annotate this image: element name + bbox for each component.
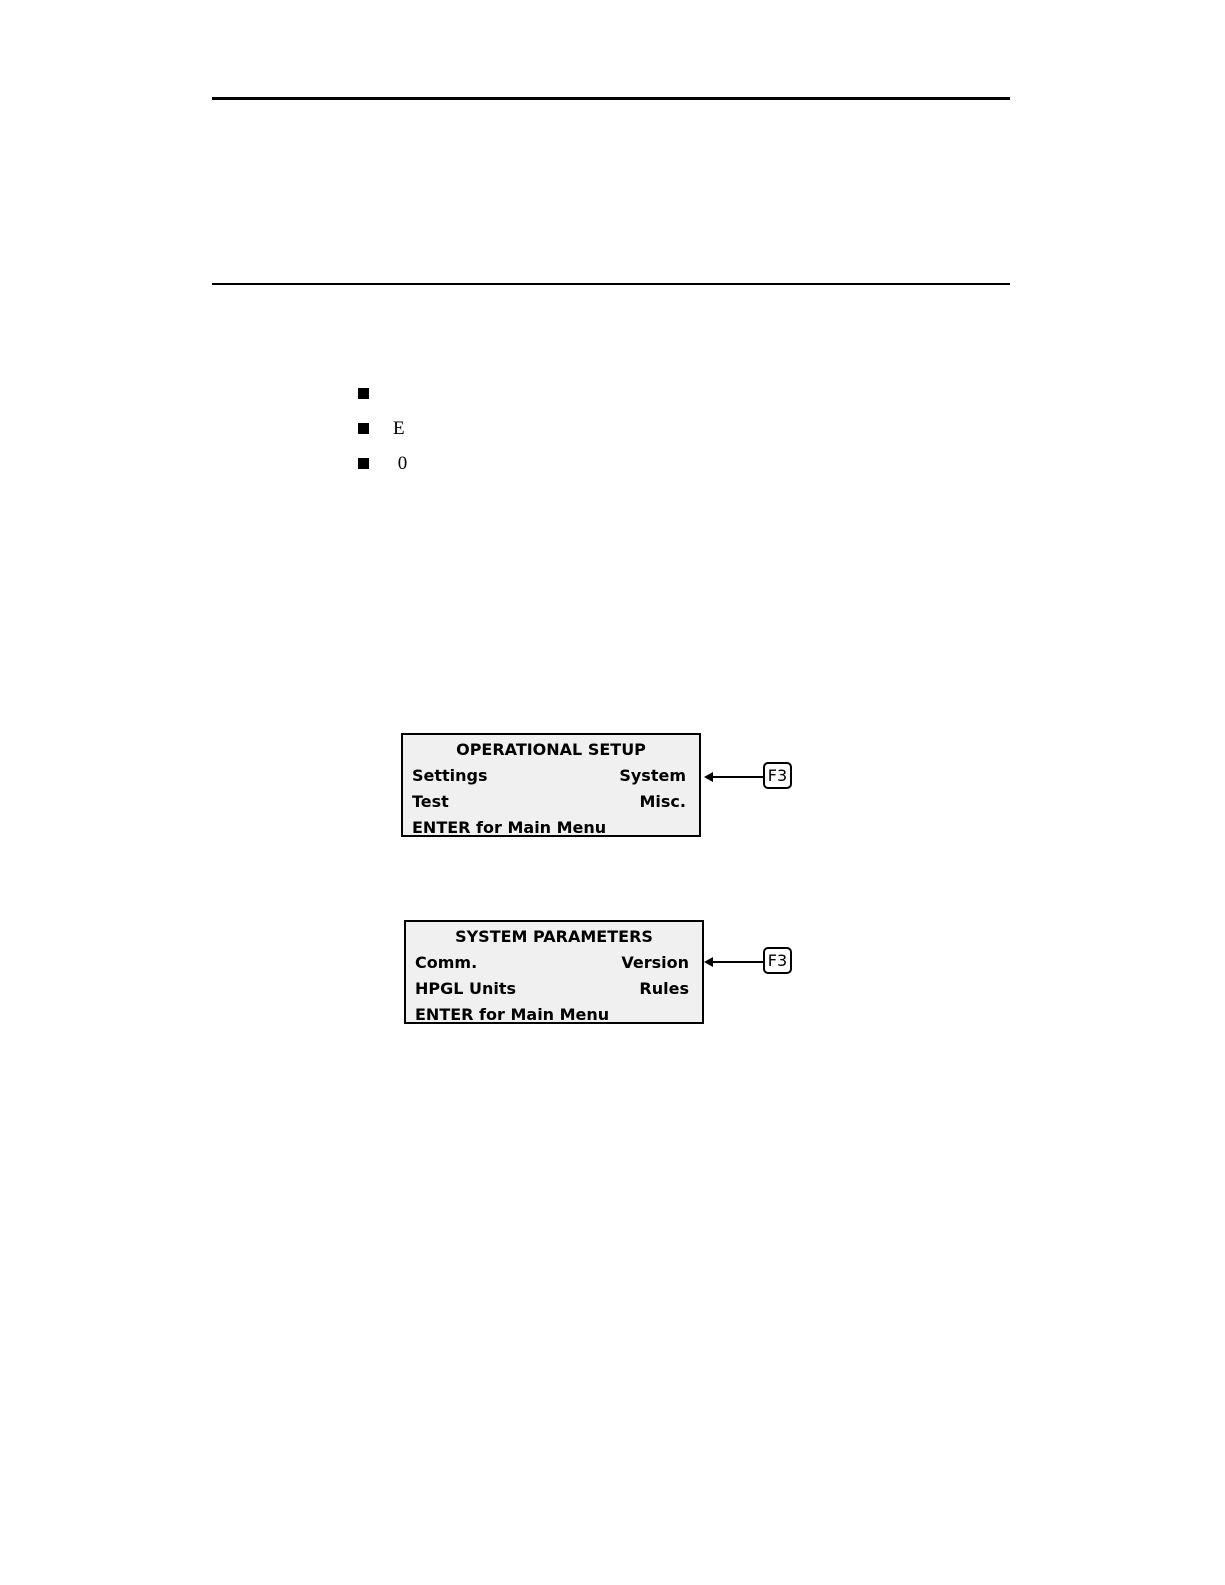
bullet-text: E (393, 418, 405, 439)
menu-option-rules: Rules (639, 979, 689, 998)
operational-setup-display (401, 733, 701, 837)
menu-option-settings: Settings (412, 766, 488, 785)
menu-option-hpgl-units: HPGL Units (415, 979, 517, 998)
f3-key-callout (704, 945, 799, 979)
system-parameters-display (404, 920, 704, 1024)
display-title: SYSTEM PARAMETERS (455, 927, 653, 946)
square-bullet-icon (358, 423, 369, 434)
enter-main-menu-hint: ENTER for Main Menu (415, 1005, 610, 1024)
menu-option-system: System (619, 766, 686, 785)
square-bullet-icon (358, 458, 369, 469)
menu-option-misc: Misc. (639, 792, 686, 811)
callout-line (712, 961, 764, 963)
menu-option-comm: Comm. (415, 953, 478, 972)
f3-key: F3 (763, 762, 792, 789)
menu-option-test: Test (412, 792, 449, 811)
callout-line (712, 776, 764, 778)
menu-option-version: Version (621, 953, 689, 972)
header-rule-bottom (212, 283, 1010, 285)
enter-main-menu-hint: ENTER for Main Menu (412, 818, 607, 837)
f3-key: F3 (763, 947, 792, 974)
square-bullet-icon (358, 388, 369, 399)
header-rule-top (212, 97, 1010, 100)
bullet-text: 0 (393, 453, 408, 474)
f3-key-callout (704, 760, 799, 794)
display-title: OPERATIONAL SETUP (456, 740, 646, 759)
